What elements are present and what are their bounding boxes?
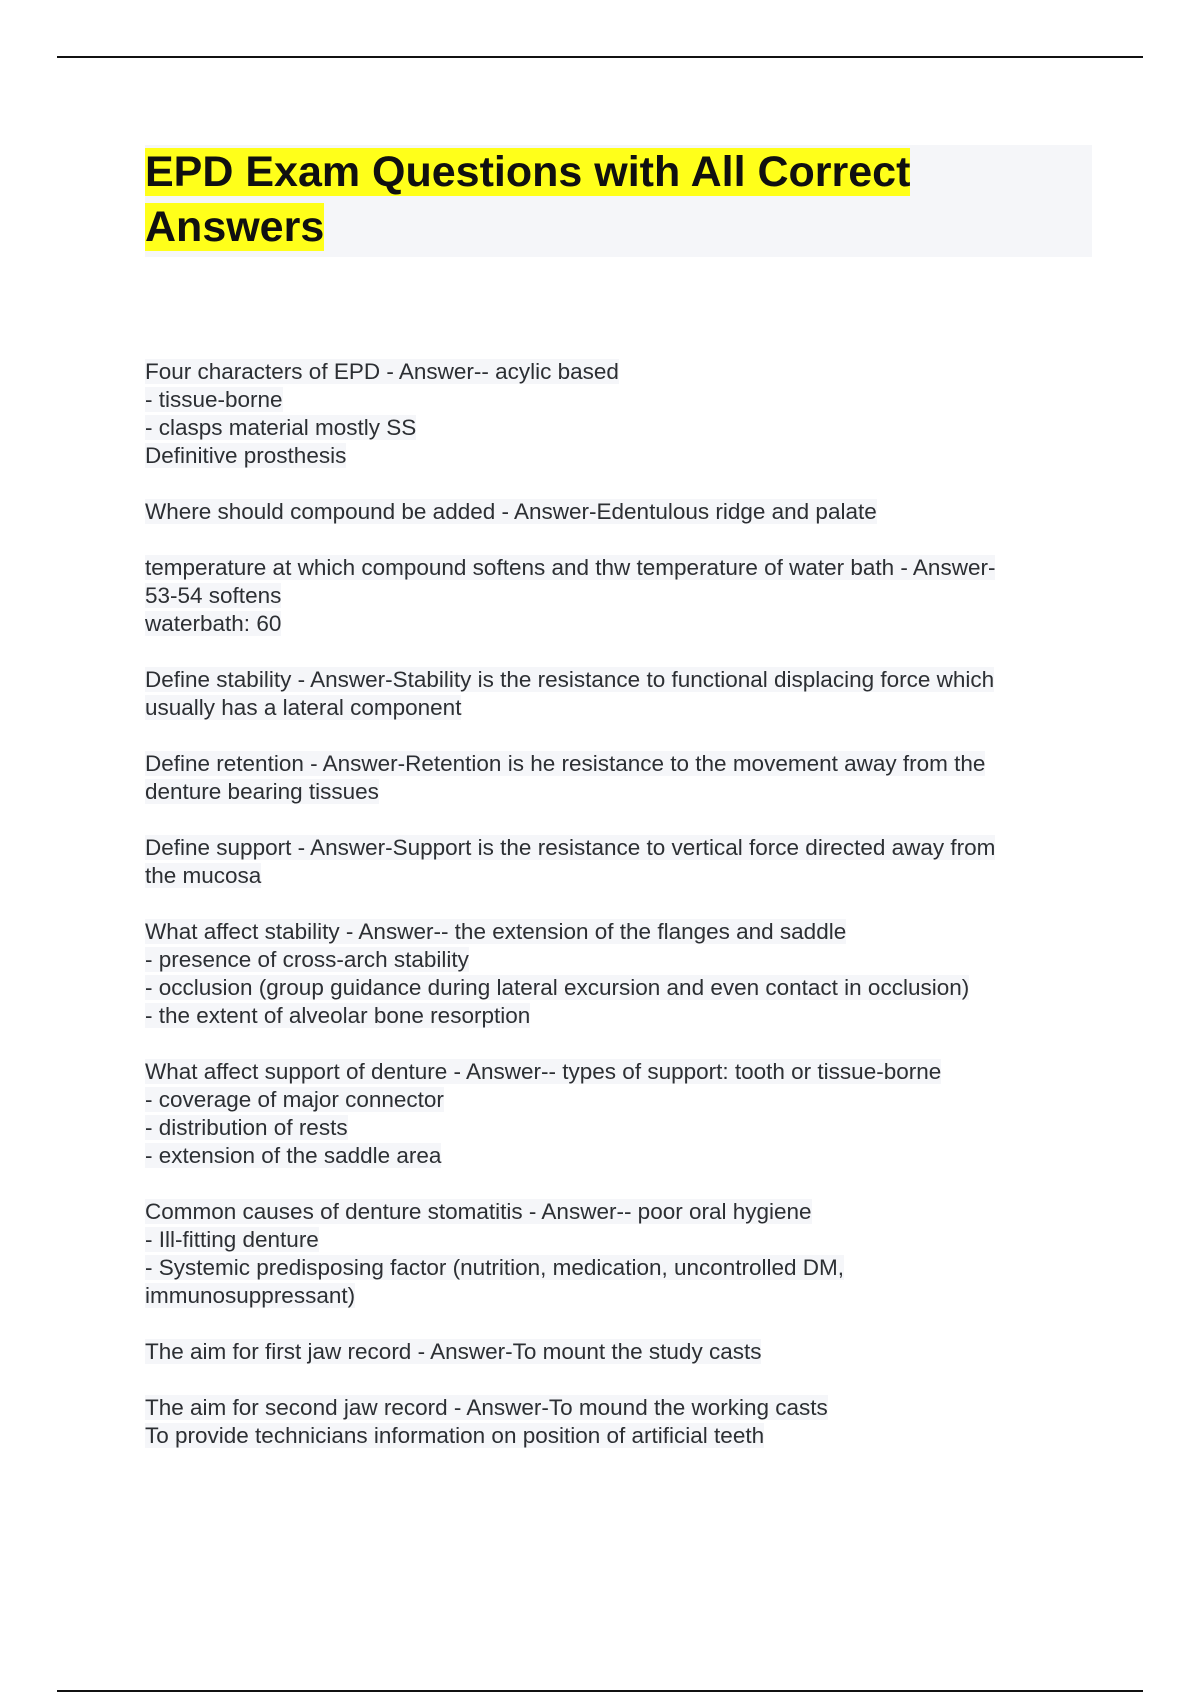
qa-line-text: What affect support of denture - Answer-- types of support: tooth or tissue-borne	[145, 1059, 942, 1084]
qa-line-text: the mucosa	[145, 863, 262, 888]
qa-line-text: - clasps material mostly SS	[145, 415, 417, 440]
qa-line	[145, 1254, 1075, 1282]
footer-rule	[57, 1690, 1143, 1692]
qa-line	[145, 862, 1075, 890]
qa-line-text: - the extent of alveolar bone resorption	[145, 1003, 531, 1028]
qa-line	[145, 1394, 1075, 1422]
qa-line-text: - Systemic predisposing factor (nutrition, medication, uncontrolled DM,	[145, 1255, 845, 1280]
qa-line	[145, 1198, 1075, 1226]
qa-item	[145, 358, 1075, 470]
qa-line	[145, 1282, 1075, 1310]
qa-line-text: - distribution of rests	[145, 1115, 348, 1140]
qa-line-text: immunosuppressant)	[145, 1283, 356, 1308]
qa-line	[145, 1002, 1075, 1030]
qa-line-text: - coverage of major connector	[145, 1087, 444, 1112]
qa-line	[145, 386, 1075, 414]
qa-line	[145, 750, 1075, 778]
qa-line	[145, 778, 1075, 806]
qa-line-text: denture bearing tissues	[145, 779, 379, 804]
qa-line-text: temperature at which compound softens and thw temperature of water bath - Answer-	[145, 555, 996, 580]
qa-line-text: To provide technicians information on position of artificial teeth	[145, 1423, 765, 1448]
qa-line	[145, 358, 1075, 386]
qa-line-text: The aim for second jaw record - Answer-To mound the working casts	[145, 1395, 828, 1420]
qa-line-text: What affect stability - Answer-- the extension of the flanges and saddle	[145, 919, 847, 944]
qa-line-text: - occlusion (group guidance during lateral excursion and even contact in occlusion)	[145, 975, 970, 1000]
qa-line	[145, 1058, 1075, 1086]
document-title	[145, 145, 1092, 255]
qa-list	[145, 358, 1075, 1478]
qa-line-text: usually has a lateral component	[145, 695, 462, 720]
qa-line	[145, 1226, 1075, 1254]
qa-item	[145, 554, 1075, 638]
qa-item	[145, 666, 1075, 722]
qa-line	[145, 946, 1075, 974]
qa-line	[145, 1142, 1075, 1170]
qa-line	[145, 498, 1075, 526]
header-rule	[57, 56, 1143, 58]
qa-item	[145, 1338, 1075, 1366]
qa-line-text: Where should compound be added - Answer-Edentulous ridge and palate	[145, 499, 877, 524]
qa-line	[145, 1338, 1075, 1366]
qa-line-text: waterbath: 60	[145, 611, 282, 636]
qa-line	[145, 974, 1075, 1002]
qa-line-text: - presence of cross-arch stability	[145, 947, 469, 972]
qa-line	[145, 610, 1075, 638]
qa-line-text: Define retention - Answer-Retention is he resistance to the movement away from the	[145, 751, 986, 776]
qa-line-text: - tissue-borne	[145, 387, 283, 412]
qa-line	[145, 1422, 1075, 1450]
qa-line-text: - Ill-fitting denture	[145, 1227, 319, 1252]
qa-line	[145, 918, 1075, 946]
qa-item	[145, 498, 1075, 526]
qa-line-text: - extension of the saddle area	[145, 1143, 442, 1168]
qa-item	[145, 1058, 1075, 1170]
qa-line	[145, 694, 1075, 722]
qa-line-text: The aim for first jaw record - Answer-To mount the study casts	[145, 1339, 762, 1364]
qa-line	[145, 554, 1075, 582]
qa-item	[145, 918, 1075, 1030]
qa-item	[145, 1198, 1075, 1310]
title-highlight: EPD Exam Questions with All Correct Answers	[145, 148, 911, 251]
qa-item	[145, 1394, 1075, 1450]
qa-line-text: 53-54 softens	[145, 583, 282, 608]
qa-line-text: Define stability - Answer-Stability is the resistance to functional displacing force which	[145, 667, 995, 692]
qa-item	[145, 750, 1075, 806]
qa-line	[145, 1114, 1075, 1142]
qa-item	[145, 834, 1075, 890]
title-block	[145, 145, 1092, 257]
qa-line-text: Four characters of EPD - Answer-- acylic based	[145, 359, 619, 384]
qa-line-text: Common causes of denture stomatitis - Answer-- poor oral hygiene	[145, 1199, 812, 1224]
qa-line	[145, 414, 1075, 442]
qa-line	[145, 666, 1075, 694]
qa-line	[145, 1086, 1075, 1114]
qa-line-text: Definitive prosthesis	[145, 443, 347, 468]
qa-line	[145, 442, 1075, 470]
qa-line	[145, 582, 1075, 610]
qa-line	[145, 834, 1075, 862]
qa-line-text: Define support - Answer-Support is the resistance to vertical force directed away from	[145, 835, 996, 860]
